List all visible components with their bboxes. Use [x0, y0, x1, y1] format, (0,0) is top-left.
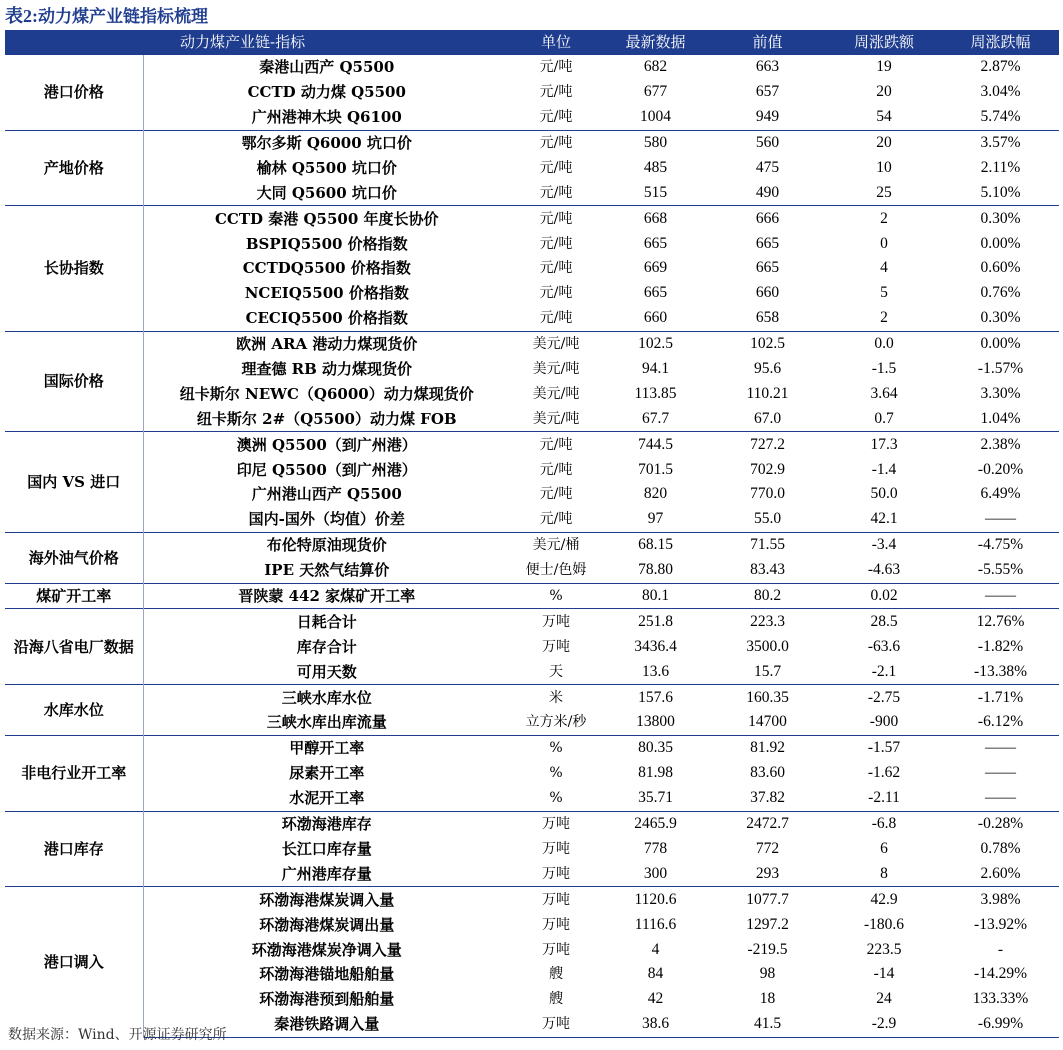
category-cell: 国内 VS 进口 [5, 432, 143, 533]
indicator-name-cell: BSPIQ5500 价格指数 [245, 234, 408, 253]
weekly-change-cell: 17.3 [826, 432, 942, 457]
latest-value-cell: 3436.4 [634, 637, 677, 655]
unit-cell: 万吨 [542, 638, 571, 655]
indicator-name-cell: 环渤海港库存 [143, 811, 510, 836]
weekly-pct-cell: -6.99% [942, 1012, 1059, 1037]
weekly-pct-cell: 0.30% [980, 309, 1021, 327]
latest-value-cell: 665 [643, 234, 668, 252]
latest-value-cell: 113.85 [634, 384, 677, 402]
weekly-pct-cell: -14.29% [974, 965, 1027, 983]
unit-cell: 元/吨 [539, 59, 573, 76]
previous-value-cell: 560 [709, 130, 826, 155]
unit-cell: 元/吨 [539, 235, 573, 252]
unit-cell: 万吨 [510, 887, 602, 912]
previous-value-cell: 949 [755, 108, 780, 126]
latest-value-cell: 38.6 [602, 1012, 709, 1037]
previous-value-cell: 665 [755, 234, 780, 252]
weekly-change-cell: -1.4 [871, 460, 897, 478]
weekly-change-cell: 2 [880, 309, 888, 327]
unit-cell: 天 [549, 663, 564, 680]
unit-cell: 元/吨 [539, 159, 573, 176]
unit-cell: 元/吨 [539, 109, 573, 126]
latest-value-cell: 677 [643, 83, 668, 101]
previous-value-cell: 702.9 [750, 460, 785, 478]
table-row [5, 735, 1059, 760]
weekly-pct-cell: 133.33% [972, 990, 1029, 1008]
table-header-row [5, 30, 1059, 55]
indicator-name-cell: 澳洲 Q5500（到广州港） [143, 432, 510, 457]
previous-value-cell: 98 [759, 965, 776, 983]
unit-cell: 元/吨 [510, 206, 602, 231]
weekly-change-cell: 42.1 [870, 510, 898, 528]
indicator-name-cell: 大同 Q5600 坑口价 [256, 183, 397, 202]
indicator-name-cell: 环渤海港煤炭调入量 [143, 887, 510, 912]
latest-value-cell: 1116.6 [634, 915, 677, 933]
latest-value-cell: 97 [647, 510, 664, 528]
weekly-change-cell: -4.63 [867, 561, 901, 579]
table-caption [5, 4, 208, 28]
weekly-pct-cell: -4.75% [942, 532, 1059, 557]
indicator-name-cell: CECIQ5500 价格指数 [245, 309, 408, 328]
indicator-name-cell: 环渤海港煤炭净调入量 [251, 940, 402, 959]
latest-value-cell: 80.1 [602, 583, 709, 609]
category-cell: 产地价格 [5, 130, 143, 206]
category-cell: 水库水位 [5, 685, 143, 736]
unit-cell: 元/吨 [539, 310, 573, 327]
previous-value-cell: 666 [709, 206, 826, 231]
previous-value-cell: 665 [755, 259, 780, 277]
latest-value-cell: 668 [602, 206, 709, 231]
unit-cell: 美元/吨 [532, 361, 580, 378]
previous-value-cell: 2472.7 [709, 811, 826, 836]
weekly-pct-cell: - [997, 940, 1004, 958]
unit-cell: 艘 [549, 991, 564, 1008]
previous-value-cell: 15.7 [753, 662, 782, 680]
unit-cell: 便士/色姆 [525, 562, 587, 579]
unit-cell: 元/吨 [539, 260, 573, 277]
unit-cell: % [549, 790, 563, 807]
latest-value-cell: 42 [647, 990, 664, 1008]
table-row [5, 987, 1059, 1012]
weekly-change-cell: 10 [876, 158, 892, 176]
weekly-change-cell: -2.9 [826, 1012, 942, 1037]
weekly-pct-cell: 5.74% [980, 108, 1021, 126]
weekly-pct-cell: -6.12% [977, 713, 1024, 731]
table-row [5, 231, 1059, 256]
category-cell: 沿海八省电厂数据 [5, 609, 143, 685]
table-row [5, 432, 1059, 457]
indicator-name-cell: CCTDQ5500 价格指数 [242, 259, 411, 278]
weekly-pct-cell: 1.04% [980, 409, 1021, 427]
previous-value-cell: 727.2 [709, 432, 826, 457]
header-unit: 单位 [510, 30, 602, 55]
table-row [5, 357, 1059, 382]
previous-value-cell: 41.5 [709, 1012, 826, 1037]
table-row [5, 962, 1059, 987]
previous-value-cell: 490 [755, 183, 780, 201]
table-row [5, 256, 1059, 281]
indicator-name-cell: 环渤海港预到船舶量 [259, 990, 395, 1009]
weekly-change-cell: 2 [826, 206, 942, 231]
indicator-name-cell: 晋陕蒙 442 家煤矿开工率 [143, 583, 510, 609]
latest-value-cell: 515 [643, 183, 668, 201]
weekly-change-cell: -1.62 [867, 764, 901, 782]
latest-value-cell: 1004 [640, 108, 672, 126]
weekly-pct-cell: 0.30% [942, 206, 1059, 231]
weekly-change-cell: 0.0 [826, 331, 942, 356]
indicator-name-cell: 可用天数 [296, 662, 357, 681]
coal-indicator-table [5, 30, 1059, 1038]
previous-value-cell: 223.3 [709, 609, 826, 634]
header-latest: 最新数据 [602, 30, 709, 55]
indicator-name-cell: 国内-国外（均值）价差 [248, 510, 405, 529]
table-row [5, 80, 1059, 105]
table-row [5, 761, 1059, 786]
header-weekly-change: 周涨跌额 [826, 30, 942, 55]
table-row [5, 837, 1059, 862]
table-row [5, 507, 1059, 532]
previous-value-cell: 102.5 [709, 331, 826, 356]
indicator-name-cell: CCTD 动力煤 Q5500 [247, 83, 406, 102]
weekly-change-cell: -180.6 [863, 915, 905, 933]
latest-value-cell: 251.8 [602, 609, 709, 634]
previous-value-cell: 83.43 [750, 561, 785, 579]
weekly-change-cell: -1.57 [826, 735, 942, 760]
weekly-change-cell: 0.7 [874, 409, 894, 427]
table-row [5, 558, 1059, 583]
table-row [5, 583, 1059, 609]
unit-cell: 元/吨 [510, 432, 602, 457]
weekly-change-cell: 5 [880, 284, 888, 302]
latest-value-cell: 35.71 [638, 789, 673, 807]
unit-cell: 元/吨 [539, 486, 573, 503]
previous-value-cell: 658 [755, 309, 780, 327]
table-row [5, 710, 1059, 735]
previous-value-cell: 95.6 [753, 360, 782, 378]
weekly-change-cell: 20 [876, 83, 892, 101]
weekly-pct-cell: -0.28% [942, 811, 1059, 836]
indicator-name-cell: 理查德 RB 动力煤现货价 [241, 360, 413, 379]
weekly-change-cell: 54 [876, 108, 892, 126]
previous-value-cell: 14700 [748, 713, 787, 731]
unit-cell: 元/吨 [510, 130, 602, 155]
weekly-pct-cell: -13.92% [974, 915, 1027, 933]
indicator-name-cell: 尿素开工率 [289, 764, 365, 783]
indicator-name-cell: 布伦特原油现货价 [143, 532, 510, 557]
unit-cell: % [549, 765, 563, 782]
previous-value-cell: 160.35 [709, 685, 826, 710]
table-body [5, 55, 1059, 1037]
table-row [5, 811, 1059, 836]
table-row [5, 937, 1059, 962]
table-row [5, 55, 1059, 80]
latest-value-cell: 2465.9 [602, 811, 709, 836]
previous-value-cell: 1077.7 [709, 887, 826, 912]
weekly-pct-cell: 0.78% [980, 839, 1021, 857]
indicator-name-cell: 广州港库存量 [281, 864, 372, 883]
weekly-pct-cell: 0.00% [942, 331, 1059, 356]
latest-value-cell: 80.35 [602, 735, 709, 760]
indicator-name-cell: 秦港铁路调入量 [143, 1012, 510, 1037]
unit-cell: 美元/桶 [510, 532, 602, 557]
indicator-name-cell: 环渤海港煤炭调出量 [259, 915, 395, 934]
weekly-pct-cell: 3.57% [942, 130, 1059, 155]
indicator-name-cell: 纽卡斯尔 2#（Q5500）动力煤 FOB [196, 409, 457, 428]
weekly-pct-cell: -5.55% [977, 561, 1024, 579]
category-cell: 非电行业开工率 [5, 735, 143, 811]
weekly-pct-cell: 5.10% [980, 183, 1021, 201]
latest-value-cell: 669 [643, 259, 668, 277]
unit-cell: 元/吨 [539, 511, 573, 528]
latest-value-cell: 94.1 [641, 360, 670, 378]
weekly-change-cell: 19 [876, 58, 892, 76]
latest-value-cell: 744.5 [602, 432, 709, 457]
data-source-note: 数据来源：Wind、开源证券研究所 [8, 1027, 227, 1043]
weekly-change-cell: -2.11 [868, 789, 900, 807]
latest-value-cell: 67.7 [641, 409, 670, 427]
table-row [5, 887, 1059, 912]
header-previous: 前值 [709, 30, 826, 55]
category-cell: 港口调入 [5, 887, 143, 1037]
unit-cell: 元/吨 [539, 184, 573, 201]
weekly-change-cell: 0.02 [826, 583, 942, 609]
previous-value-cell: 80.2 [709, 583, 826, 609]
category-cell: 煤矿开工率 [5, 583, 143, 609]
latest-value-cell: 1120.6 [602, 887, 709, 912]
weekly-pct-cell: 3.04% [980, 83, 1021, 101]
unit-cell: 米 [510, 685, 602, 710]
indicator-name-cell: 印尼 Q5500（到广州港） [236, 460, 417, 479]
latest-value-cell: 778 [643, 839, 668, 857]
latest-value-cell: 81.98 [638, 764, 673, 782]
weekly-change-cell: 8 [880, 864, 888, 882]
caption-title: 动力煤产业链指标梳理 [38, 7, 208, 27]
weekly-pct-cell: —— [985, 510, 1017, 528]
weekly-change-cell: -1.5 [871, 360, 897, 378]
previous-value-cell: 772 [755, 839, 780, 857]
weekly-pct-cell: -1.71% [942, 685, 1059, 710]
weekly-pct-cell: 2.38% [942, 432, 1059, 457]
weekly-pct-cell: 3.98% [942, 887, 1059, 912]
unit-cell: 万吨 [510, 811, 602, 836]
indicator-name-cell: 纽卡斯尔 NEWC（Q6000）动力煤现货价 [179, 384, 474, 403]
latest-value-cell: 4 [651, 940, 660, 958]
table-row [5, 482, 1059, 507]
previous-value-cell: -219.5 [747, 940, 788, 958]
indicator-name-cell: 广州港神木块 Q6100 [251, 108, 402, 127]
indicator-name-cell: 库存合计 [296, 637, 357, 656]
unit-cell: 万吨 [542, 916, 571, 933]
weekly-change-cell: 4 [880, 259, 888, 277]
table-row [5, 861, 1059, 886]
previous-value-cell: 67.0 [753, 409, 782, 427]
weekly-change-cell: -900 [869, 713, 899, 731]
previous-value-cell: 110.21 [746, 384, 789, 402]
indicator-name-cell: 水泥开工率 [289, 789, 365, 808]
latest-value-cell: 701.5 [638, 460, 673, 478]
weekly-pct-cell: 2.60% [980, 864, 1021, 882]
table-row [5, 381, 1059, 406]
indicator-name-cell: 广州港山西产 Q5500 [251, 485, 402, 504]
weekly-pct-cell: 2.87% [980, 58, 1021, 76]
latest-value-cell: 682 [643, 58, 668, 76]
indicator-name-cell: IPE 天然气结算价 [264, 561, 390, 580]
weekly-change-cell: 3.64 [870, 384, 898, 402]
latest-value-cell: 13.6 [641, 662, 670, 680]
weekly-pct-cell: 3.30% [980, 384, 1021, 402]
indicator-name-cell: NCEIQ5500 价格指数 [244, 284, 409, 303]
header-weekly-pct: 周涨跌幅 [942, 30, 1059, 55]
unit-cell: 万吨 [542, 840, 571, 857]
latest-value-cell: 660 [643, 309, 668, 327]
unit-cell: 万吨 [510, 609, 602, 634]
weekly-pct-cell: 0.76% [980, 284, 1021, 302]
weekly-pct-cell: -1.57% [977, 360, 1024, 378]
table-row [5, 406, 1059, 431]
table-row [5, 155, 1059, 180]
previous-value-cell: 475 [755, 158, 780, 176]
previous-value-cell: 663 [755, 58, 780, 76]
weekly-change-cell: 24 [876, 990, 892, 1008]
previous-value-cell: 55.0 [753, 510, 782, 528]
previous-value-cell: 81.92 [709, 735, 826, 760]
weekly-change-cell: -6.8 [826, 811, 942, 836]
indicator-name-cell: 欧洲 ARA 港动力煤现货价 [143, 331, 510, 356]
category-cell: 港口库存 [5, 811, 143, 887]
weekly-pct-cell: —— [985, 764, 1017, 782]
weekly-change-cell: 223.5 [866, 940, 902, 958]
previous-value-cell: 18 [759, 990, 776, 1008]
weekly-pct-cell: —— [942, 583, 1059, 609]
latest-value-cell: 300 [643, 864, 668, 882]
weekly-pct-cell: 2.11% [980, 158, 1021, 176]
latest-value-cell: 580 [602, 130, 709, 155]
weekly-pct-cell: —— [942, 735, 1059, 760]
weekly-pct-cell: 0.60% [980, 259, 1021, 277]
latest-value-cell: 820 [643, 485, 668, 503]
unit-cell: 美元/吨 [532, 385, 580, 402]
table-row [5, 281, 1059, 306]
table-row [5, 659, 1059, 684]
unit-cell: % [510, 735, 602, 760]
latest-value-cell: 78.80 [638, 561, 673, 579]
table-row [5, 457, 1059, 482]
table-row [5, 786, 1059, 811]
header-indicator: 动力煤产业链-指标 [5, 30, 510, 55]
indicator-name-cell: 三峡水库水位 [143, 685, 510, 710]
category-cell: 港口价格 [5, 55, 143, 130]
weekly-change-cell: 0 [880, 234, 888, 252]
unit-cell: 艘 [549, 966, 564, 983]
table-row [5, 685, 1059, 710]
weekly-change-cell: 20 [826, 130, 942, 155]
previous-value-cell: 37.82 [750, 789, 785, 807]
latest-value-cell: 84 [647, 965, 664, 983]
table-row [5, 634, 1059, 659]
indicator-name-cell: 环渤海港锚地船舶量 [259, 965, 395, 984]
unit-cell: 元/吨 [539, 285, 573, 302]
indicator-name-cell: 秦港山西产 Q5500 [259, 58, 395, 77]
unit-cell: % [510, 583, 602, 609]
unit-cell: 万吨 [542, 865, 571, 882]
indicator-name-cell: 三峡水库出库流量 [266, 713, 387, 732]
indicator-name-cell: 鄂尔多斯 Q6000 坑口价 [143, 130, 510, 155]
indicator-name-cell: 甲醇开工率 [143, 735, 510, 760]
table-row [5, 130, 1059, 155]
weekly-change-cell: -2.75 [826, 685, 942, 710]
weekly-change-cell: -2.1 [871, 662, 897, 680]
weekly-change-cell: 28.5 [826, 609, 942, 634]
previous-value-cell: 660 [755, 284, 780, 302]
unit-cell: 万吨 [510, 1012, 602, 1037]
weekly-change-cell: 6 [880, 839, 888, 857]
latest-value-cell: 157.6 [602, 685, 709, 710]
weekly-pct-cell: -13.38% [974, 662, 1027, 680]
category-cell: 海外油气价格 [5, 532, 143, 583]
previous-value-cell: 770.0 [750, 485, 785, 503]
table-row [5, 105, 1059, 130]
weekly-change-cell: 42.9 [826, 887, 942, 912]
table-row [5, 306, 1059, 331]
indicator-name-cell: 榆林 Q5500 坑口价 [256, 158, 397, 177]
table-row [5, 331, 1059, 356]
weekly-change-cell: -14 [873, 965, 895, 983]
unit-cell: 元/吨 [539, 84, 573, 101]
table-row [5, 912, 1059, 937]
latest-value-cell: 665 [643, 284, 668, 302]
unit-cell: 立方米/秒 [525, 714, 587, 731]
previous-value-cell: 293 [755, 864, 780, 882]
unit-cell: 万吨 [542, 941, 571, 958]
weekly-pct-cell: -1.82% [977, 637, 1024, 655]
category-cell: 国际价格 [5, 331, 143, 432]
weekly-pct-cell: —— [985, 789, 1017, 807]
previous-value-cell: 3500.0 [746, 637, 789, 655]
indicator-name-cell: 日耗合计 [143, 609, 510, 634]
unit-cell: 美元/吨 [510, 331, 602, 356]
latest-value-cell: 485 [643, 158, 668, 176]
latest-value-cell: 102.5 [602, 331, 709, 356]
indicator-name-cell: CCTD 秦港 Q5500 年度长协价 [143, 206, 510, 231]
unit-cell: 美元/吨 [532, 410, 580, 427]
unit-cell: 元/吨 [539, 461, 573, 478]
previous-value-cell: 657 [755, 83, 780, 101]
category-cell: 长协指数 [5, 206, 143, 331]
table-row [5, 532, 1059, 557]
caption-number: 表2: [5, 6, 38, 26]
weekly-pct-cell: -0.20% [977, 460, 1024, 478]
previous-value-cell: 1297.2 [746, 915, 789, 933]
weekly-pct-cell: 0.00% [980, 234, 1021, 252]
weekly-pct-cell: 6.49% [980, 485, 1021, 503]
latest-value-cell: 68.15 [602, 532, 709, 557]
table-row [5, 609, 1059, 634]
weekly-pct-cell: 12.76% [942, 609, 1059, 634]
previous-value-cell: 83.60 [750, 764, 785, 782]
table-row [5, 206, 1059, 231]
weekly-change-cell: 25 [876, 183, 892, 201]
table-row [5, 180, 1059, 205]
previous-value-cell: 71.55 [709, 532, 826, 557]
latest-value-cell: 13800 [636, 713, 675, 731]
weekly-change-cell: -3.4 [826, 532, 942, 557]
weekly-change-cell: -63.6 [867, 637, 901, 655]
weekly-change-cell: 50.0 [870, 485, 898, 503]
indicator-name-cell: 长江口库存量 [281, 839, 372, 858]
